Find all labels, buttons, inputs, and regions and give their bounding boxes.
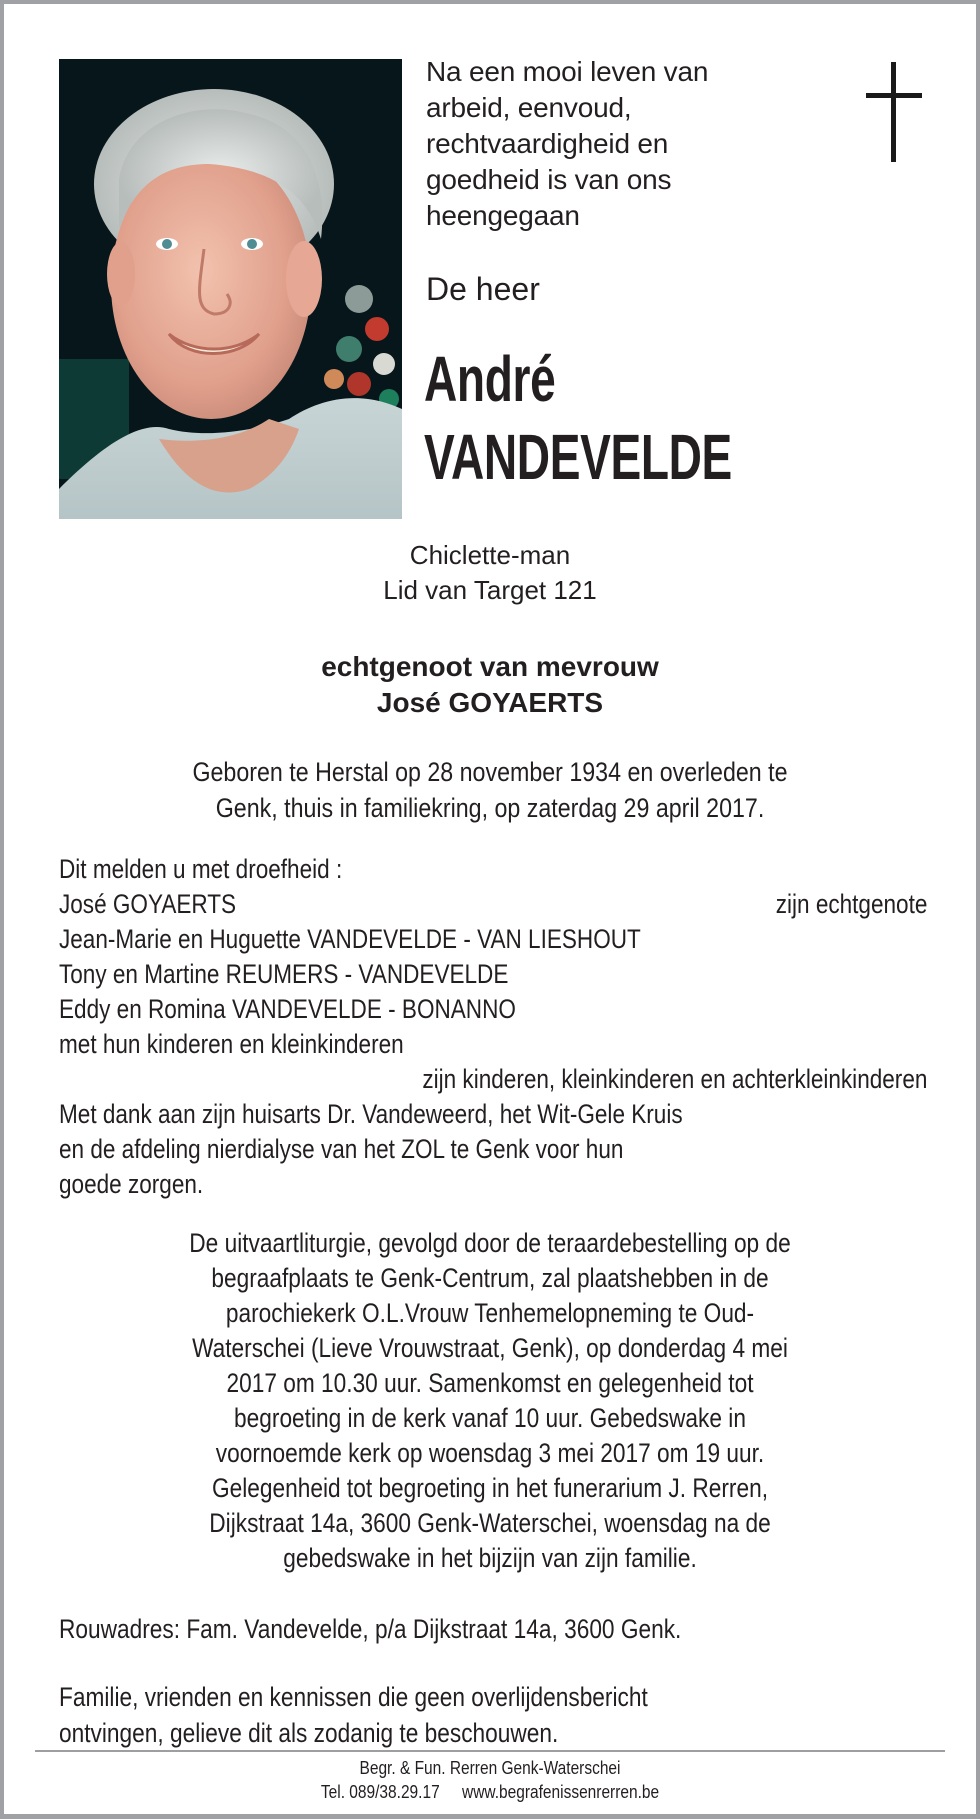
subtitle [44,538,936,608]
notice-text [59,1679,648,1751]
deceased-last-name: VANDEVELDE [424,421,732,493]
family-row-child: Eddy en Romina VANDEVELDE - BONANNO [59,994,516,1024]
website-link[interactable]: www.begrafenissenrerren.be [462,1782,660,1802]
intro-text [426,54,786,234]
funeral-line: De uitvaartliturgie, gevolgd door de teraardebestelling op de [189,1228,791,1258]
notice-line: Familie, vrienden en kennissen die geen overlijdensbericht [59,1682,648,1712]
phone-number: Tel. 089/38.29.17 [320,1782,440,1802]
subtitle-line: Lid van Target 121 [383,575,597,605]
spouse-name: José GOYAERTS [376,687,604,718]
intro-line: rechtvaardigheid en [426,128,669,159]
family-list [59,852,927,1202]
family-row-child: Tony en Martine REUMERS - VANDEVELDE [59,959,509,989]
family-row-spouse [59,887,927,922]
funeral-line: gebedswake in het bijzijn van zijn familie. [283,1543,697,1573]
subtitle-line: Chiclette-man [409,540,571,570]
funeral-home-name: Begr. & Fun. Rerren Genk-Waterschei [359,1758,621,1778]
funeral-line: parochiekerk O.L.Vrouw Tenhemelopneming te Oud- [225,1298,755,1328]
spouse-block [44,649,936,721]
spouse-label: echtgenoot van mevrouw [321,651,659,682]
thanks-line: Met dank aan zijn huisarts Dr. Vandeweerd, het Wit-Gele Kruis [59,1099,683,1129]
funeral-line: Dijkstraat 14a, 3600 Genk-Waterschei, woensdag na de [209,1508,771,1538]
deceased-first-name: André [424,343,556,415]
funeral-line: begraafplaats te Genk-Centrum, zal plaatshebben in de [211,1263,769,1293]
family-relation: zijn kinderen, kleinkinderen en achterkleinkinderen [422,1064,928,1094]
contact-line [38,1780,943,1804]
intro-line: goedheid is van ons [426,164,672,195]
birth-death-line: Geboren te Herstal op 28 november 1934 en overleden te [192,757,788,787]
portrait-photo [59,59,402,519]
funeral-line: Gelegenheid tot begroeting in het funerarium J. Rerren, [211,1473,769,1503]
birth-death-line: Genk, thuis in familiekring, op zaterdag 29 april 2017. [215,793,765,823]
thanks-line: en de afdeling nierdialyse van het ZOL te Genk voor hun [59,1134,624,1164]
family-member-name: José GOYAERTS [59,889,237,919]
notice-line: ontvingen, gelieve dit als zodanig te beschouwen. [59,1718,559,1748]
obituary-card [4,4,976,1814]
footer-divider [35,1750,945,1752]
funeral-line: 2017 om 10.30 uur. Samenkomst en gelegenheid tot [226,1368,754,1398]
family-row-relation [59,1062,927,1097]
cross-icon [866,62,922,162]
intro-line: heengegaan [426,200,580,231]
honorific: De heer [426,271,540,307]
funeral-line: begroeting in de kerk vanaf 10 uur. Gebedswake in [234,1403,746,1433]
mourning-address: Rouwadres: Fam. Vandevelde, p/a Dijkstraat 14a, 3600 Genk. [59,1614,682,1644]
intro-line: arbeid, eenvoud, [426,92,632,123]
funeral-details [2,1226,978,1576]
footer [38,1756,943,1804]
birth-death-text [55,754,925,826]
funeral-line: voornoemde kerk op woensdag 3 mei 2017 om 19 uur. [215,1438,765,1468]
portrait-image [59,59,402,519]
family-relation: zijn echtgenote [775,889,928,919]
funeral-line: Waterschei (Lieve Vrouwstraat, Genk), op donderdag 4 mei [192,1333,788,1363]
family-row-child: Jean-Marie en Huguette VANDEVELDE - VAN LIESHOUT [59,924,641,954]
family-intro: Dit melden u met droefheid : [59,854,343,884]
intro-line: Na een mooi leven van [426,56,709,87]
thanks-line: goede zorgen. [59,1169,204,1199]
family-row-grandchildren: met hun kinderen en kleinkinderen [59,1029,404,1059]
